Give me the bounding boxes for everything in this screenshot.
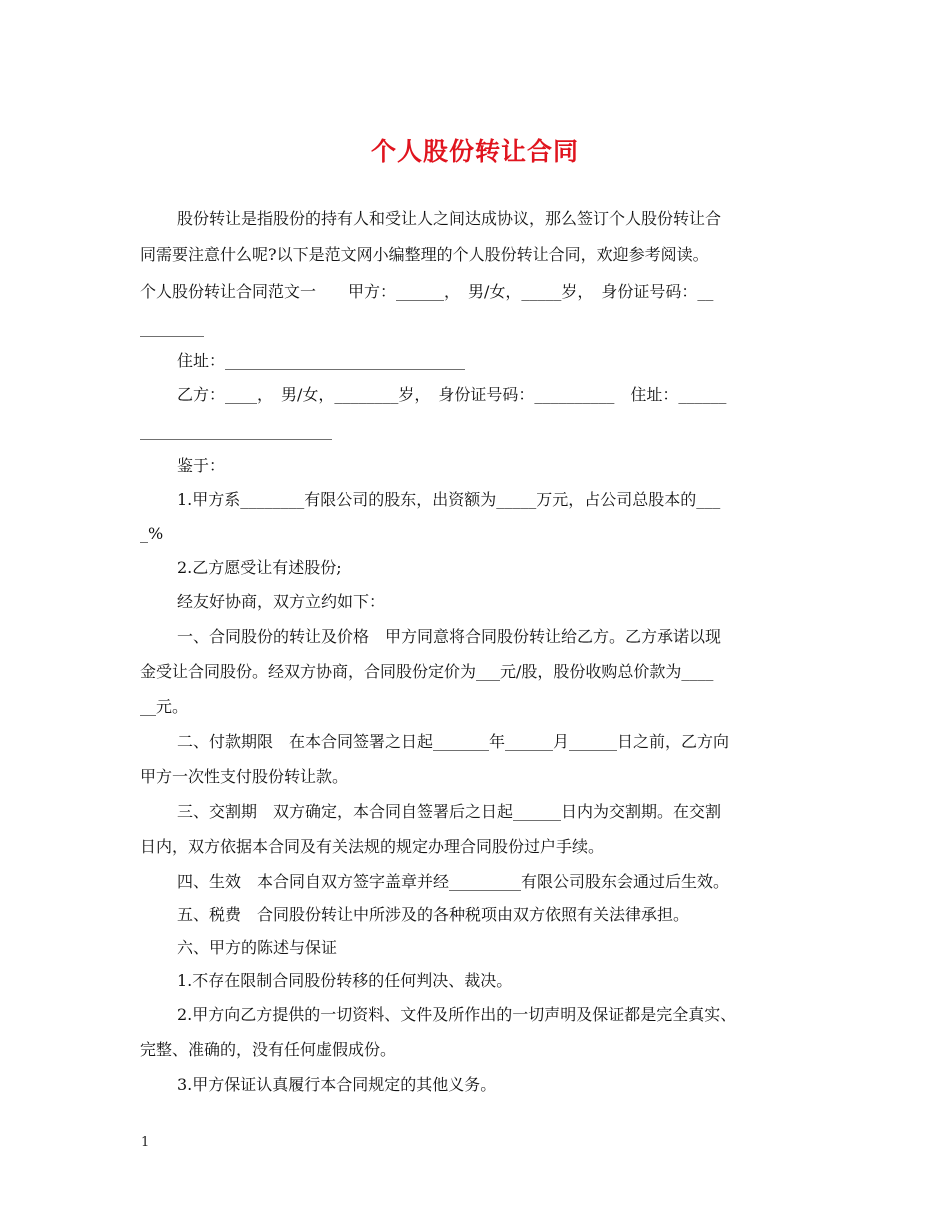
paragraph-line: ________	[140, 318, 204, 337]
paragraph-line: 完整、准确的，没有任何虚假成份。	[140, 1040, 397, 1059]
paragraph-line: 1.甲方系________有限公司的股东，出资额为_____万元，占公司总股本的___	[177, 490, 721, 509]
paragraph-line: __元。	[140, 697, 189, 716]
paragraph-line: 六、甲方的陈述与保证	[177, 938, 338, 957]
paragraph-line: 四、生效 本合同自双方签字盖章并经_________有限公司股东会通过后生效。	[177, 872, 730, 891]
paragraph-line: 经友好协商，双方立约如下：	[177, 592, 386, 611]
paragraph-line: 同需要注意什么呢?以下是范文网小编整理的个人股份转让合同，欢迎参考阅读。	[140, 245, 709, 264]
paragraph-line: 鉴于：	[177, 456, 226, 475]
paragraph-line: 五、税费 合同股份转让中所涉及的各种税项由双方依照有关法律承担。	[177, 905, 690, 924]
paragraph-line: 个人股份转让合同范文一 甲方：______， 男/女，_____岁， 身份证号码：__	[140, 282, 714, 301]
paragraph-line: 1.不存在限制合同股份转移的任何判决、裁决。	[177, 971, 513, 990]
paragraph-line: 乙方：____， 男/女，________岁， 身份证号码：__________ 住址：______	[177, 385, 727, 404]
paragraph-line: 2.乙方愿受让有述股份;	[177, 558, 342, 577]
paragraph-line: 住址：______________________________	[177, 351, 466, 370]
paragraph-line: 金受让合同股份。经双方协商，合同股份定价为___元/股，股份收购总价款为____	[140, 662, 714, 681]
paragraph-line: ________________________	[140, 421, 332, 440]
page-number: 1	[141, 1135, 150, 1150]
document-title: 个人股份转让合同	[370, 137, 579, 166]
paragraph-line: 一、合同股份的转让及价格 甲方同意将合同股份转让给乙方。乙方承诺以现	[177, 627, 722, 646]
paragraph-line: 日内，双方依据本合同及有关法规的规定办理合同股份过户手续。	[140, 837, 605, 856]
paragraph-line: _%	[140, 524, 164, 543]
paragraph-line: 甲方一次性支付股份转让款。	[140, 767, 349, 786]
paragraph-line: 三、交割期 双方确定，本合同自签署后之日起______日内为交割期。在交割	[177, 802, 722, 821]
paragraph-line: 3.甲方保证认真履行本合同规定的其他义务。	[177, 1075, 497, 1094]
paragraph-line: 股份转让是指股份的持有人和受让人之间达成协议，那么签订个人股份转让合	[177, 209, 722, 228]
paragraph-line: 二、付款期限 在本合同签署之日起_______年______月______日之前，乙方向	[177, 732, 730, 751]
paragraph-line: 2.甲方向乙方提供的一切资料、文件及所作出的一切声明及保证都是完全真实、	[177, 1005, 737, 1024]
